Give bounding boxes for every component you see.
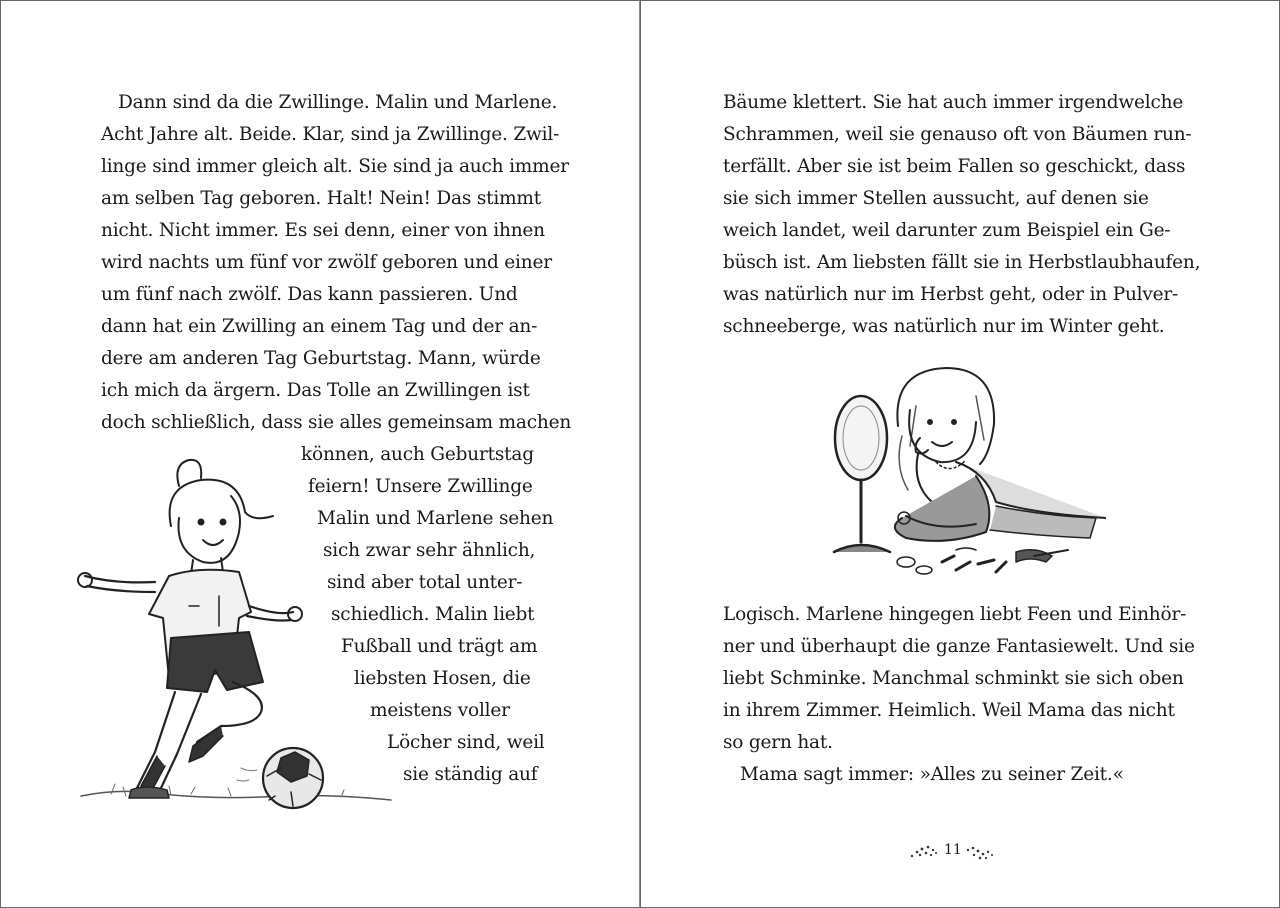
text-line: Schrammen, weil sie genauso oft von Bäumen run- <box>723 124 1192 145</box>
text-line: wird nachts um fünf vor zwölf geboren und einer <box>101 252 552 273</box>
right-page <box>640 0 1280 908</box>
text-line: können, auch Geburtstag <box>301 444 534 465</box>
text-line: Acht Jahre alt. Beide. Klar, sind ja Zwillinge. Zwil- <box>101 124 560 145</box>
text-line: schneeberge, was natürlich nur im Winter geht. <box>723 316 1165 337</box>
text-line: Malin und Marlene sehen <box>317 508 554 529</box>
text-line: liebt Schminke. Manchmal schminkt sie sich oben <box>723 668 1184 689</box>
text-line: um fünf nach zwölf. Das kann passieren. Und <box>101 284 518 305</box>
text-line: ich mich da ärgern. Das Tolle an Zwillingen ist <box>101 380 530 401</box>
text-line: was natürlich nur im Herbst geht, oder in Pulver- <box>723 284 1179 305</box>
text-line: Mama sagt immer: »Alles zu seiner Zeit.« <box>740 764 1124 785</box>
text-line: meistens voller <box>370 700 510 721</box>
text-line: büsch ist. Am liebsten fällt sie in Herbstlaubhaufen, <box>723 252 1201 273</box>
text-line: dere am anderen Tag Geburtstag. Mann, würde <box>101 348 541 369</box>
text-line: doch schließlich, dass sie alles gemeinsam machen <box>101 412 572 433</box>
text-line: terfällt. Aber sie ist beim Fallen so geschickt, dass <box>723 156 1186 177</box>
text-line: ner und überhaupt die ganze Fantasiewelt. Und sie <box>723 636 1195 657</box>
right-ornament-icon <box>964 842 996 862</box>
text-line: sie ständig auf <box>403 764 538 785</box>
text-line: weich landet, weil darunter zum Beispiel ein Ge- <box>723 220 1171 241</box>
text-line: am selben Tag geboren. Halt! Nein! Das stimmt <box>101 188 542 209</box>
text-line: schiedlich. Malin liebt <box>331 604 535 625</box>
text-line: sie sich immer Stellen aussucht, auf denen sie <box>723 188 1149 209</box>
text-line: dann hat ein Zwilling an einem Tag und der an- <box>101 316 538 337</box>
text-line: Bäume klettert. Sie hat auch immer irgendwelche <box>723 92 1184 113</box>
text-line: so gern hat. <box>723 732 833 753</box>
text-line: sind aber total unter- <box>327 572 523 593</box>
text-line: liebsten Hosen, die <box>354 668 531 689</box>
text-line: linge sind immer gleich alt. Sie sind ja auch immer <box>101 156 569 177</box>
page-number-ornament <box>908 838 998 866</box>
text-line: nicht. Nicht immer. Es sei denn, einer von ihnen <box>101 220 545 241</box>
page-number: 11 <box>944 842 962 858</box>
text-line: Fußball und trägt am <box>341 636 538 657</box>
text-line: Dann sind da die Zwillinge. Malin und Marlene. <box>118 92 558 113</box>
text-line: feiern! Unsere Zwillinge <box>308 476 533 497</box>
left-ornament-icon <box>908 842 940 860</box>
girl-playing-football-icon <box>71 456 401 821</box>
text-line: sich zwar sehr ähnlich, <box>323 540 536 561</box>
text-line: in ihrem Zimmer. Heimlich. Weil Mama das nicht <box>723 700 1175 721</box>
girl-with-mirror-makeup-icon <box>806 366 1106 581</box>
text-line: Löcher sind, weil <box>387 732 545 753</box>
text-line: Logisch. Marlene hingegen liebt Feen und Einhör- <box>723 604 1187 625</box>
